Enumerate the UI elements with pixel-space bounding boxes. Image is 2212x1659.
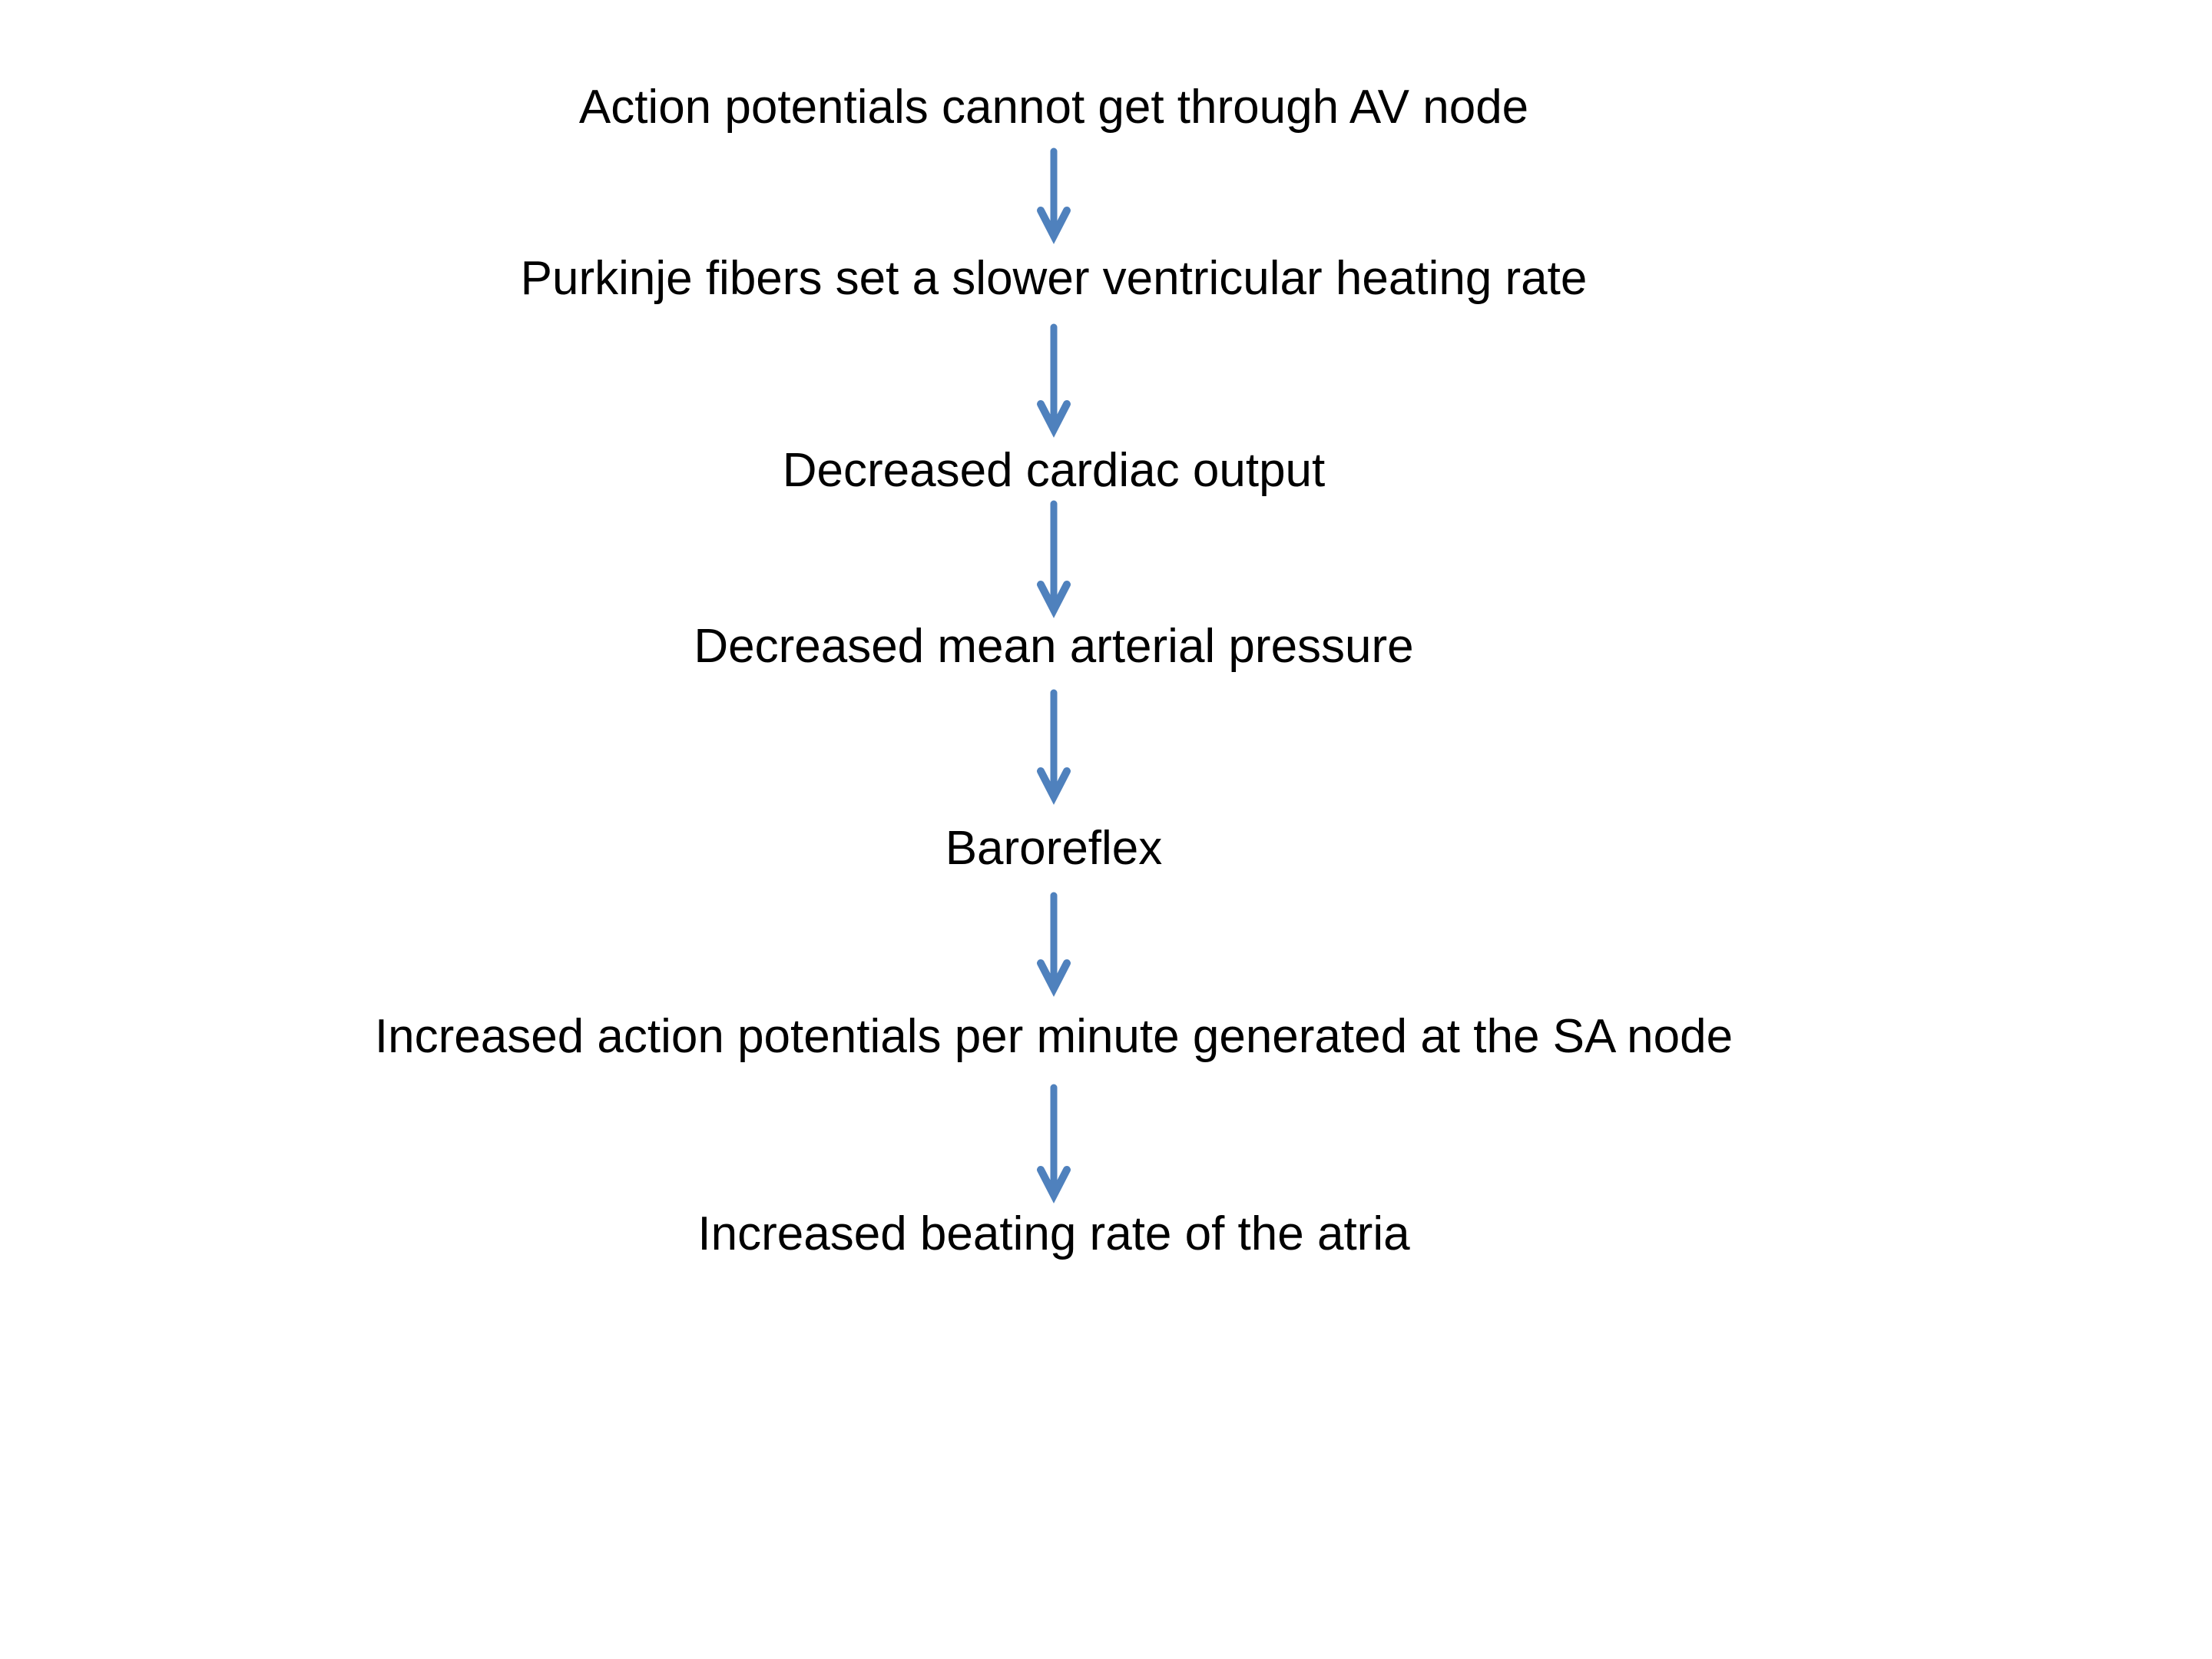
down-arrow-icon <box>1037 690 1071 801</box>
flow-step-decreased-map: Decreased mean arterial pressure <box>694 620 1414 673</box>
flow-step-increased-atrial-rate: Increased beating rate of the atria <box>697 1207 1410 1260</box>
flow-step-increased-sa-node-aps: Increased action potentials per minute generated at the SA node <box>374 1010 1734 1063</box>
flow-step-baroreflex: Baroreflex <box>945 822 1163 875</box>
flow-step-decreased-cardiac-output: Decreased cardiac output <box>782 444 1326 497</box>
down-arrow-icon <box>1037 501 1071 614</box>
flow-step-purkinje-rate: Purkinje fibers set a slower ventricular heating rate <box>520 252 1588 305</box>
down-arrow-icon <box>1037 1084 1071 1200</box>
down-arrow-icon <box>1037 148 1071 240</box>
down-arrow-icon <box>1037 324 1071 434</box>
flow-step-av-node-block: Action potentials cannot get through AV node <box>578 81 1529 134</box>
down-arrow-icon <box>1037 892 1071 993</box>
